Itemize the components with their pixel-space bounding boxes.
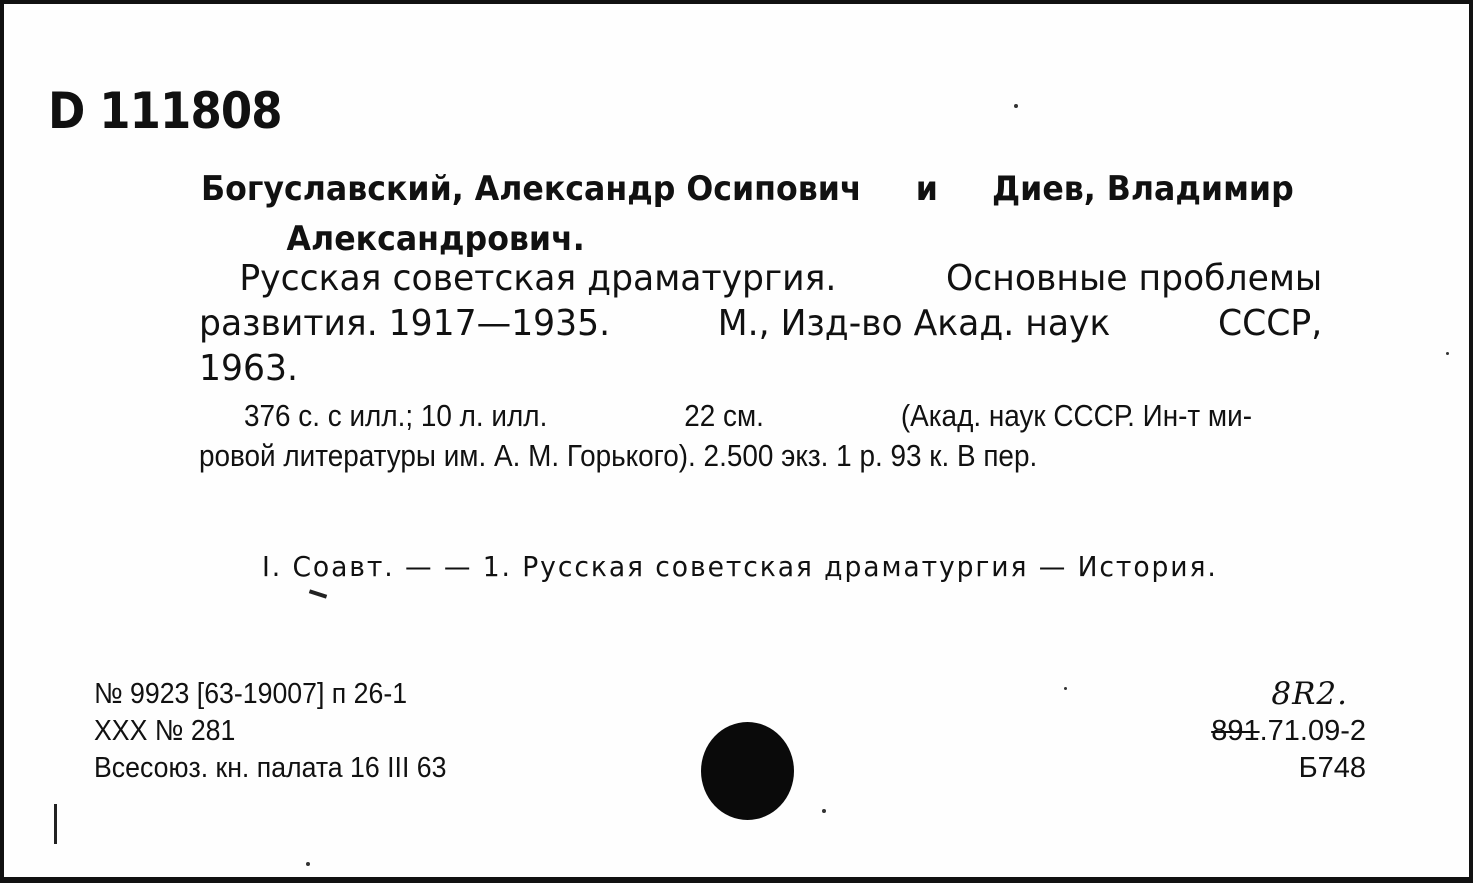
handwritten-code: 8R2. [1271, 676, 1348, 712]
book-subtitle-start: Основные проблемы [946, 258, 1323, 299]
classification-index [1211, 713, 1366, 750]
publication-year: 1963. [199, 348, 298, 389]
physical-description [199, 396, 1252, 476]
dust-speck [1064, 687, 1067, 690]
title-imprint [199, 256, 1322, 391]
book-subtitle-end: развития. 1917—1935. [199, 303, 611, 344]
dust-speck [822, 809, 826, 813]
subject-tracing: I. Соавт. — — 1. Русская советская драматургия — История. [262, 550, 1218, 583]
authors-heading [201, 164, 1294, 264]
series-number: XXX № 281 [94, 715, 236, 747]
dust-speck [306, 862, 310, 866]
edge-scratch-mark [54, 804, 57, 844]
registration-info [94, 676, 446, 787]
dust-speck [1446, 352, 1449, 355]
publisher: М., Изд-во Акад. наук [717, 303, 1111, 344]
classification-info [1211, 676, 1366, 787]
dimensions: 22 см. [684, 398, 764, 433]
author-conjunction: и [915, 169, 938, 209]
pagination: 376 с. с илл.; 10 л. илл. [244, 398, 548, 433]
card-id-stamp: D 111808 [48, 82, 282, 140]
record-number: № 9923 [63-19007] п 26-1 [94, 678, 408, 710]
publisher-country: СССР, [1217, 303, 1323, 344]
pencil-tick-mark [309, 589, 327, 598]
series-note-start: (Акад. наук СССР. Ин-т ми- [900, 398, 1252, 433]
series-note-end: ровой литературы им. А. М. Горького). 2.500 экз. 1 р. 93 к. В пер. [199, 438, 1038, 473]
dust-speck [1014, 104, 1018, 108]
author-1: Богуславский, Александр Осипович [201, 169, 862, 209]
author-2: Диев, Владимир [992, 169, 1294, 209]
classification-rest: .71.09-2 [1259, 715, 1366, 747]
author-2-patronymic: Александрович. [286, 219, 585, 259]
punch-hole [701, 722, 794, 820]
book-chamber-line: Всесоюз. кн. палата 16 III 63 [94, 752, 447, 784]
author-mark: Б748 [1298, 752, 1366, 784]
classification-struck: 891 [1211, 715, 1260, 747]
book-title: Русская советская драматургия. [239, 258, 837, 299]
